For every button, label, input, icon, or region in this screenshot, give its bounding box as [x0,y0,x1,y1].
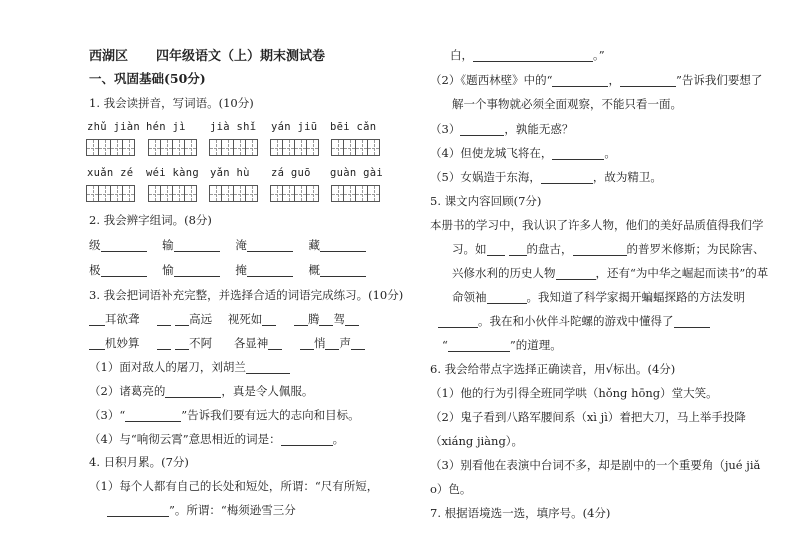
idiom: 机妙算 [105,336,140,350]
answer-blank[interactable] [247,266,293,277]
sentence: （1）面对敌人的屠刀，刘胡兰 [89,362,290,374]
writing-grid[interactable] [209,185,257,202]
pinyin: jià shǐ [210,121,257,133]
answer-blank[interactable] [556,269,596,280]
idiom: 各显神 [233,336,269,350]
answer-blank[interactable] [107,506,169,517]
answer-blank[interactable] [101,241,147,252]
sentence: （xiáng jiàng）。 [430,434,524,448]
char-pair-row [89,265,366,277]
pinyin: wéi kàng [146,167,199,179]
answer-blank[interactable] [300,339,314,350]
answer-blank[interactable] [319,315,333,326]
sentence: （3） ，孰能无惑？ [430,122,574,136]
idiom: 高远 [189,312,213,326]
answer-blank[interactable] [247,241,293,252]
char: 输 [162,238,174,252]
pinyin: xuǎn zé [87,167,134,179]
idiom: 视死如 [227,312,263,326]
question-2-title: 2. 我会辨字组词。(8分) [89,213,212,227]
pinyin: zhǔ jiàn [87,121,140,133]
question-5-title: 5. 课文内容回顾(7分) [430,194,542,208]
paragraph-line: 习。如 的盘古， 的普罗米修斯；为民除害、 [452,242,765,256]
answer-blank[interactable] [573,245,627,256]
paragraph-line: “ ”的道理。 [442,338,562,352]
answer-blank[interactable] [320,266,366,277]
writing-grid[interactable] [148,139,196,156]
sentence: （1）他的行为引得全班同学哄（hǒng hōng）堂大笑。 [430,386,718,400]
char: 愉 [162,263,174,277]
sentence: （2）《题西林壁》中的“ ， ”告诉我们要想了 [430,73,763,87]
writing-grid[interactable] [86,139,134,156]
idiom: 悄 [313,336,326,350]
char: 概 [308,263,320,277]
answer-blank[interactable] [165,387,221,398]
writing-grid[interactable] [86,185,134,202]
idiom-row [89,338,365,350]
writing-grid[interactable] [270,185,318,202]
writing-grid[interactable] [270,139,318,156]
paragraph-line: 兴修水利的历史人物 ，还有“为中华之崛起而读书”的革 [452,266,769,280]
pinyin: zá guō [271,167,311,179]
sentence: （2）诸葛亮的 ，真是令人佩服。 [89,384,314,398]
sentence: （4）但使龙城飞将在， 。 [430,146,616,160]
section-heading: 一、巩固基础(50分) [89,71,206,86]
answer-blank[interactable] [125,411,181,422]
idiom: 驾 [333,312,345,326]
sentence: 解一个事物就必须全面观察，不能只看一面。 [452,97,682,111]
answer-blank[interactable] [541,173,593,184]
district-label: 西湖区 [89,49,129,64]
sentence: （5）女娲造于东海， ，故为精卫。 [430,170,662,184]
sentence: （3）别看他在表演中台词不多，却是剧中的一个重要角（jué jiǎ [430,458,761,472]
idiom: 不阿 [189,336,213,350]
question-1-title: 1. 我会读拼音，写词语。(10分) [89,96,254,110]
answer-blank[interactable] [157,339,171,350]
writing-grid[interactable] [148,185,196,202]
pinyin: guàn gài [330,167,383,179]
answer-blank[interactable] [509,245,527,256]
answer-blank[interactable] [351,339,365,350]
writing-grid[interactable] [331,185,379,202]
question-7-title: 7. 根据语境选一选，填序号。(4分) [430,506,611,520]
answer-blank[interactable] [268,339,282,350]
answer-blank[interactable] [294,315,308,326]
answer-blank[interactable] [325,339,339,350]
char: 淹 [235,238,247,252]
char-pair-row [89,240,366,252]
pinyin: hén jì [146,121,186,133]
answer-blank[interactable] [89,315,105,326]
paragraph-line: 本册书的学习中，我认识了许多人物，他们的美好品质值得我们学 [430,218,764,232]
writing-grid[interactable] [209,139,257,156]
answer-blank[interactable] [174,266,220,277]
paragraph-line: 。我在和小伙伴斗陀螺的游戏中懂得了 [438,316,710,328]
idiom: 腾 [307,312,320,326]
pinyin: bēi cǎn [330,121,377,133]
answer-blank[interactable] [246,363,290,374]
answer-blank[interactable] [487,293,527,304]
page-title: 四年级语文（上）期末测试卷 [156,49,326,64]
answer-blank[interactable] [281,435,333,446]
answer-blank[interactable] [473,51,593,62]
char: 级 [89,238,101,252]
sentence: （1）每个人都有自己的长处和短处，所谓：“尺有所短， [89,479,379,493]
answer-blank[interactable] [552,149,604,160]
sentence: 白， 。” [450,48,605,62]
question-6-title: 6. 我会给带点字选择正确读音，用√标出。(4分) [430,362,676,376]
char: 掩 [235,263,247,277]
idiom: 耳欲聋 [105,312,140,326]
answer-blank[interactable] [262,315,276,326]
char: 极 [89,263,101,277]
sentence: （2）鬼子看到八路军腰间系（xì jì）着把大刀，马上举手投降 [430,410,746,424]
answer-blank[interactable] [552,76,608,87]
pinyin: yán jiū [271,121,318,133]
writing-grid[interactable] [331,139,379,156]
sentence: （3）“ ”告诉我们要有远大的志向和目标。 [89,408,360,422]
pinyin: yǎn hù [210,167,250,179]
answer-blank[interactable] [320,241,366,252]
answer-blank[interactable] [175,339,189,350]
answer-blank[interactable] [620,76,676,87]
char: 藏 [308,238,320,252]
answer-blank[interactable] [674,317,710,328]
answer-blank[interactable] [438,317,478,328]
answer-blank[interactable] [460,125,504,136]
idiom: 声 [339,336,351,350]
answer-blank[interactable] [89,339,105,350]
sentence: ”。所谓：“梅须逊雪三分 [107,505,296,517]
sentence: （4）与“响彻云霄”意思相近的词是： 。 [89,432,345,446]
answer-blank[interactable] [487,245,505,256]
answer-blank[interactable] [448,341,510,352]
answer-blank[interactable] [101,266,147,277]
answer-blank[interactable] [175,315,189,326]
answer-blank[interactable] [157,315,171,326]
sentence: o）色。 [430,482,472,496]
question-4-title: 4. 日积月累。(7分) [89,455,189,469]
paragraph-line: 命领袖 。我知道了科学家揭开蝙蝠探路的方法发明 [452,290,745,304]
answer-blank[interactable] [345,315,359,326]
idiom-row [89,314,359,326]
question-3-title: 3. 我会把词语补充完整，并选择合适的词语完成练习。(10分) [89,288,404,302]
answer-blank[interactable] [174,241,220,252]
